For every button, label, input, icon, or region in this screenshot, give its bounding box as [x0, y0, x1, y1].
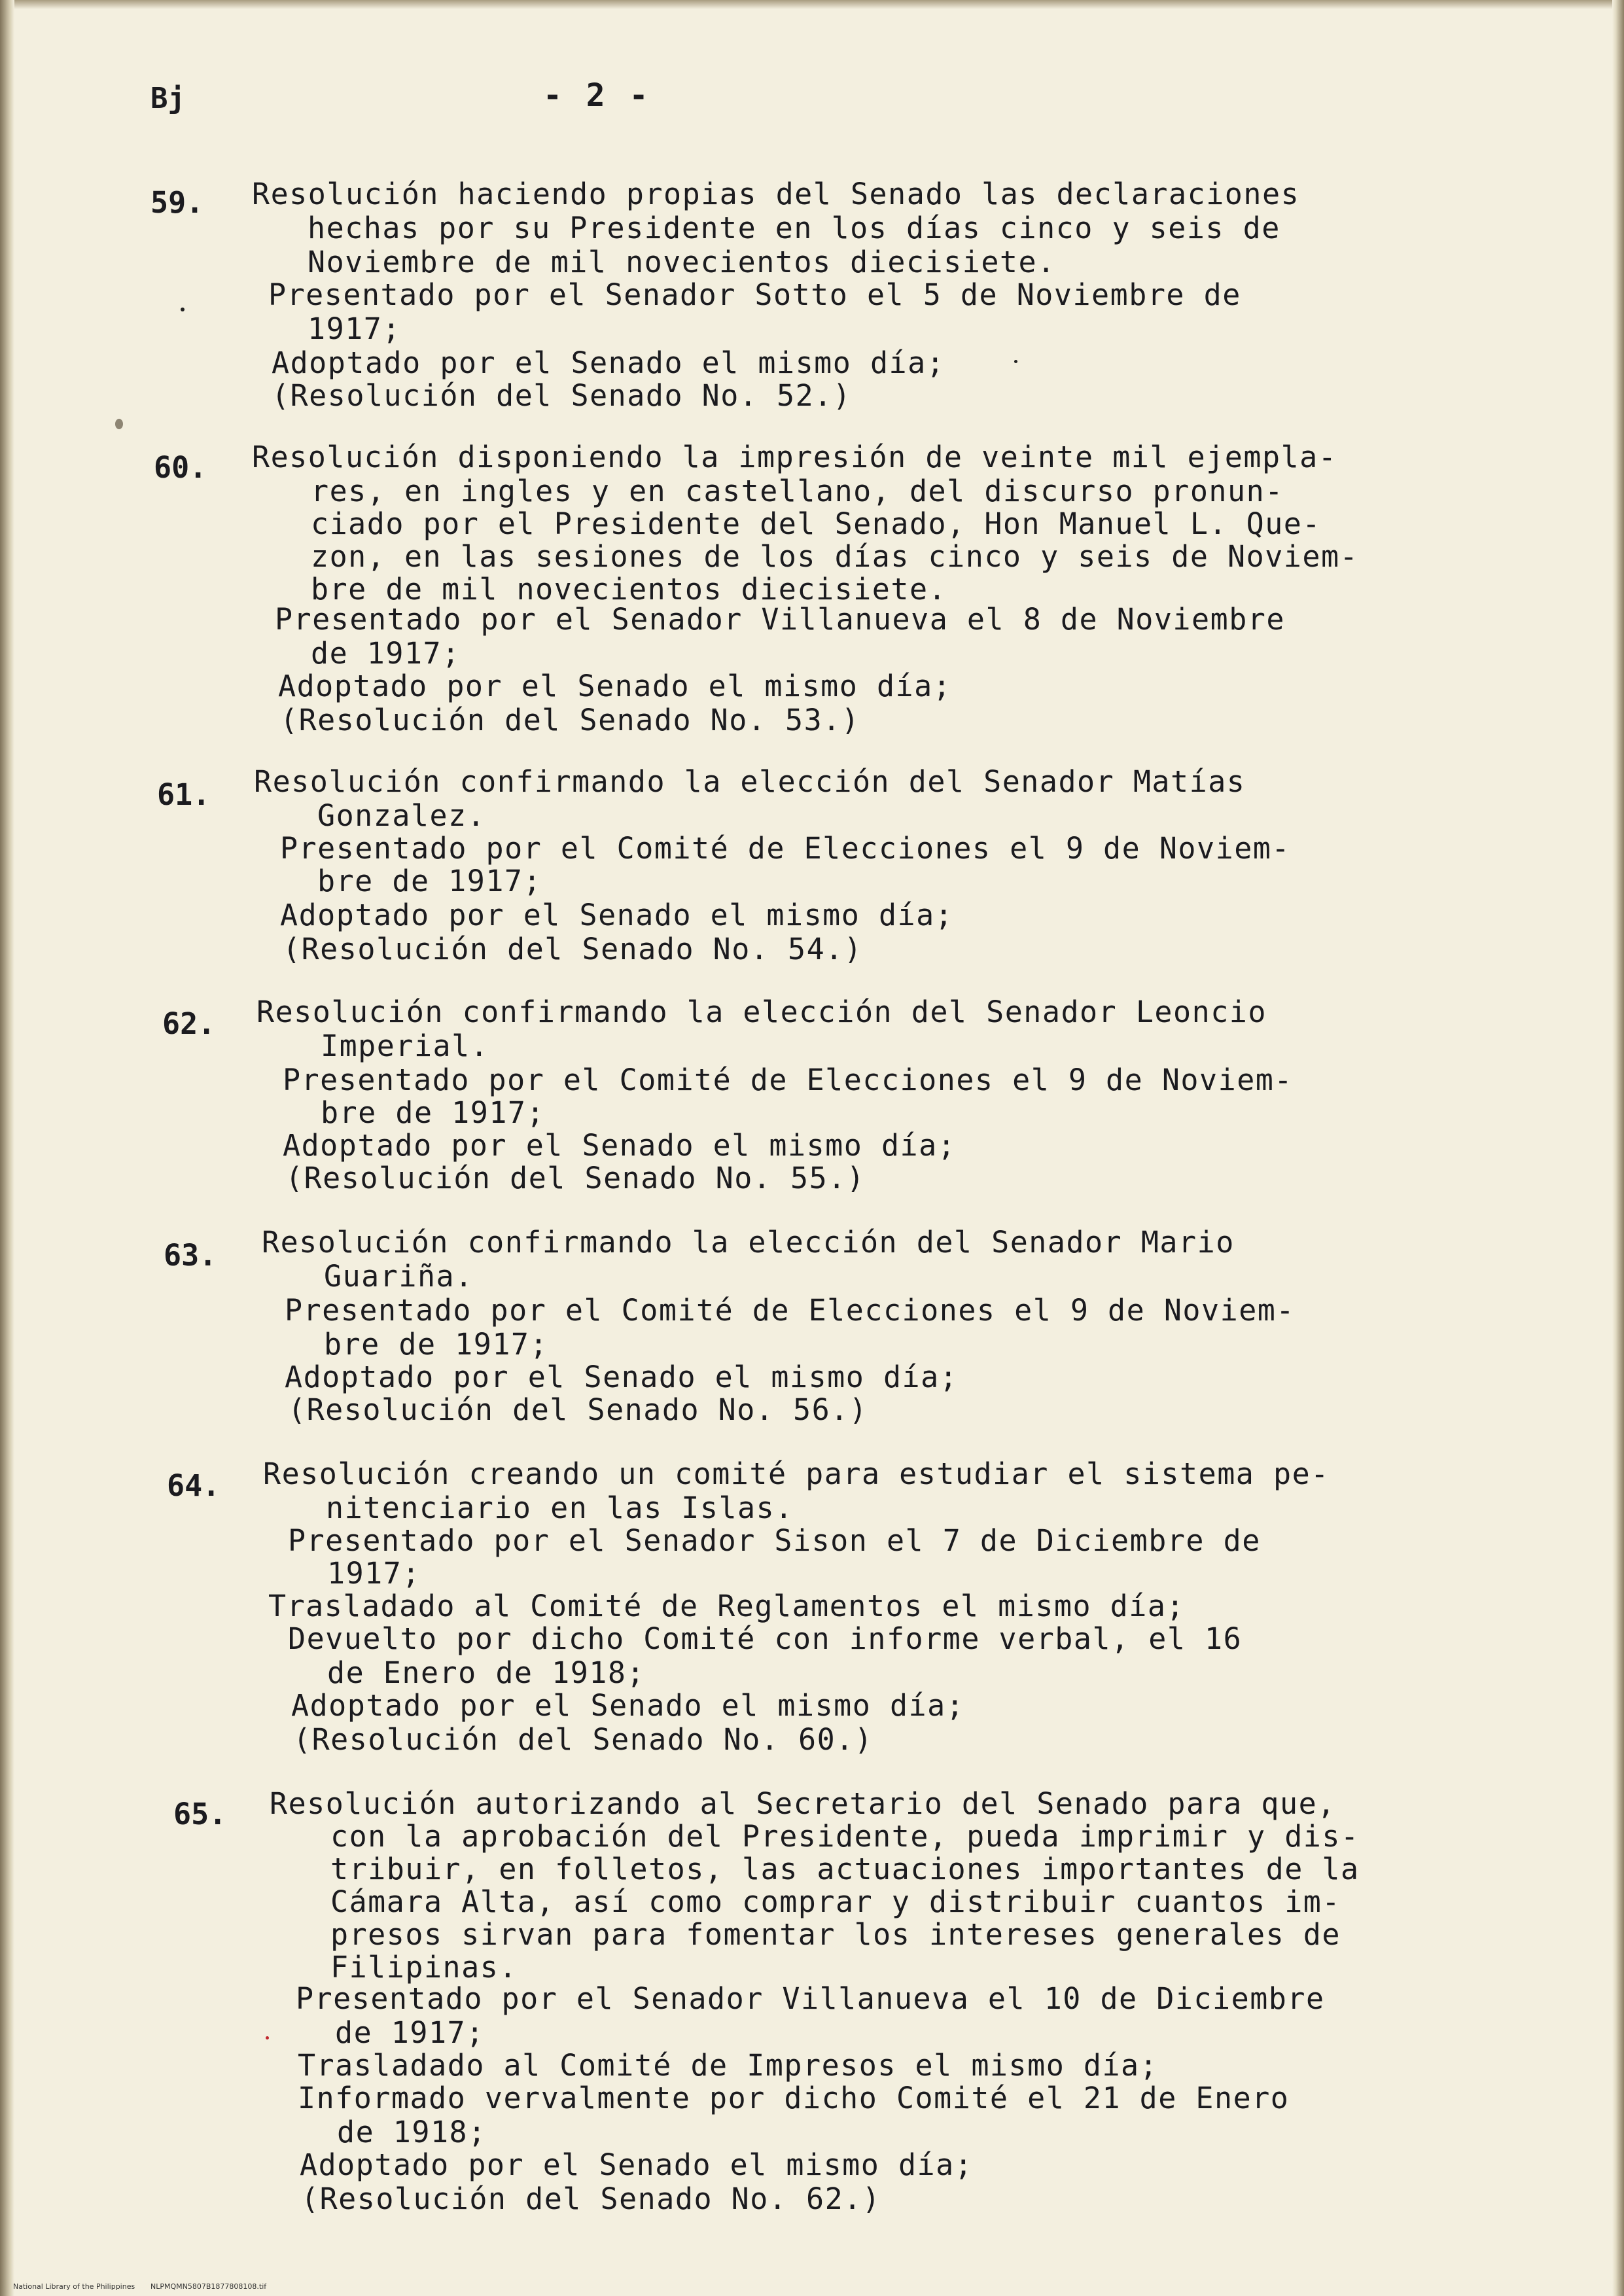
entry-line: Presentado por el Senador Villanueva el 8 de Noviembre: [275, 602, 1285, 637]
entry-line: Presentado por el Senador Sison el 7 de Diciembre de: [288, 1523, 1261, 1558]
entry-line: Resolución autorizando al Secretario del Senado para que,: [270, 1786, 1336, 1821]
entry-line: Adoptado por el Senado el mismo día;: [300, 2147, 974, 2182]
entry-line: (Resolución del Senado No. 55.): [285, 1161, 866, 1195]
entry-number: 59.: [150, 185, 204, 220]
entry-line: con la aprobación del Presidente, pueda imprimir y dis-: [330, 1819, 1360, 1854]
entry-line: (Resolución del Senado No. 60.): [293, 1722, 874, 1757]
entry-line: Presentado por el Senador Sotto el 5 de Noviembre de: [268, 277, 1241, 312]
entry-line: bre de 1917;: [317, 864, 542, 898]
entry-line: Adoptado por el Senado el mismo día;: [283, 1128, 957, 1163]
scan-speck: [1014, 360, 1017, 363]
entry-line: Adoptado por el Senado el mismo día;: [291, 1688, 965, 1723]
entry-line: (Resolución del Senado No. 62.): [301, 2181, 881, 2216]
entry-number: 62.: [162, 1006, 216, 1041]
entry-line: bre de 1917;: [324, 1327, 549, 1362]
entry-line: Gonzalez.: [317, 798, 486, 833]
entry-line: Imperial.: [321, 1029, 489, 1063]
header-initials: Bj: [150, 82, 185, 115]
entry-line: Resolución disponiendo la impresión de veinte mil ejempla-: [252, 440, 1337, 474]
entry-line: de Enero de 1918;: [327, 1655, 646, 1690]
entry-line: Filipinas.: [330, 1950, 518, 1985]
entry-line: Adoptado por el Senado el mismo día;: [272, 345, 945, 380]
entry-line: Guariña.: [324, 1259, 474, 1294]
entry-line: Adoptado por el Senado el mismo día;: [285, 1360, 959, 1394]
entry-line: Resolución haciendo propias del Senado las declaraciones: [252, 177, 1300, 211]
entry-line: (Resolución del Senado No. 52.): [272, 378, 852, 413]
entry-line: res, en ingles y en castellano, del discurso pronun-: [311, 474, 1284, 508]
entry-line: (Resolución del Senado No. 56.): [288, 1392, 868, 1427]
entry-number: 61.: [157, 777, 211, 812]
entry-number: 60.: [154, 450, 207, 485]
entry-line: Presentado por el Senador Villanueva el 10 de Diciembre: [296, 1981, 1325, 2016]
entry-line: de 1918;: [337, 2115, 487, 2149]
entry-line: Resolución creando un comité para estudiar el sistema pe-: [263, 1457, 1330, 1491]
entry-line: Trasladado al Comité de Reglamentos el mismo día;: [268, 1589, 1186, 1623]
entry-number: 63.: [164, 1238, 217, 1273]
entry-line: Presentado por el Comité de Elecciones el 9 de Noviem-: [285, 1293, 1295, 1328]
entry-line: Presentado por el Comité de Elecciones el 9 de Noviem-: [280, 831, 1290, 866]
entry-line: hechas por su Presidente en los días cinco y seis de: [308, 211, 1280, 245]
scan-speck: [181, 308, 185, 311]
entry-line: tribuir, en folletos, las actuaciones importantes de la: [330, 1852, 1360, 1886]
entry-line: de 1917;: [335, 2015, 485, 2050]
entry-line: presos sirvan para fomentar los intereses generales de: [330, 1917, 1341, 1952]
page-number: - 2 -: [543, 77, 651, 114]
entry-line: bre de mil novecientos diecisiete.: [311, 572, 947, 607]
page-top-edge: [0, 0, 1624, 9]
entry-line: bre de 1917;: [321, 1095, 546, 1130]
entry-line: Adoptado por el Senado el mismo día;: [280, 898, 954, 932]
entry-line: Informado vervalmente por dicho Comité el 21 de Enero: [298, 2081, 1290, 2115]
entry-line: (Resolución del Senado No. 53.): [280, 703, 860, 737]
entry-line: Noviembre de mil novecientos diecisiete.: [308, 245, 1056, 279]
entry-line: 1917;: [308, 311, 401, 346]
scan-speck: [266, 2036, 269, 2040]
scan-speck: [115, 419, 123, 429]
entry-line: Cámara Alta, así como comprar y distribuir cuantos im-: [330, 1884, 1341, 1919]
entry-line: Trasladado al Comité de Impresos el mismo día;: [298, 2048, 1159, 2083]
entry-number: 64.: [167, 1468, 221, 1503]
entry-line: de 1917;: [311, 636, 461, 671]
entry-line: 1917;: [327, 1556, 421, 1591]
entry-line: Presentado por el Comité de Elecciones el 9 de Noviem-: [283, 1063, 1293, 1097]
entry-line: Resolución confirmando la elección del Senador Leoncio: [256, 995, 1267, 1029]
entry-line: zon, en las sesiones de los días cinco y seis de Noviem-: [311, 539, 1359, 574]
entry-line: ciado por el Presidente del Senado, Hon Manuel L. Que-: [311, 506, 1321, 541]
footer-credit: National Library of the Philippines: [13, 2282, 135, 2291]
entry-line: Devuelto por dicho Comité con informe verbal, el 16: [288, 1621, 1243, 1656]
footer-file-id: NLPMQMN5807B1877808108.tif: [150, 2282, 267, 2291]
page-left-edge: [0, 0, 14, 2296]
entry-number: 65.: [173, 1797, 227, 1831]
entry-line: Resolución confirmando la elección del Senador Matías: [254, 764, 1246, 799]
entry-line: nitenciario en las Islas.: [326, 1491, 794, 1525]
page-right-edge: [1612, 0, 1624, 2296]
entry-line: (Resolución del Senado No. 54.): [283, 932, 863, 966]
entry-line: Adoptado por el Senado el mismo día;: [278, 669, 952, 703]
entry-line: Resolución confirmando la elección del Senador Mario: [262, 1225, 1235, 1260]
